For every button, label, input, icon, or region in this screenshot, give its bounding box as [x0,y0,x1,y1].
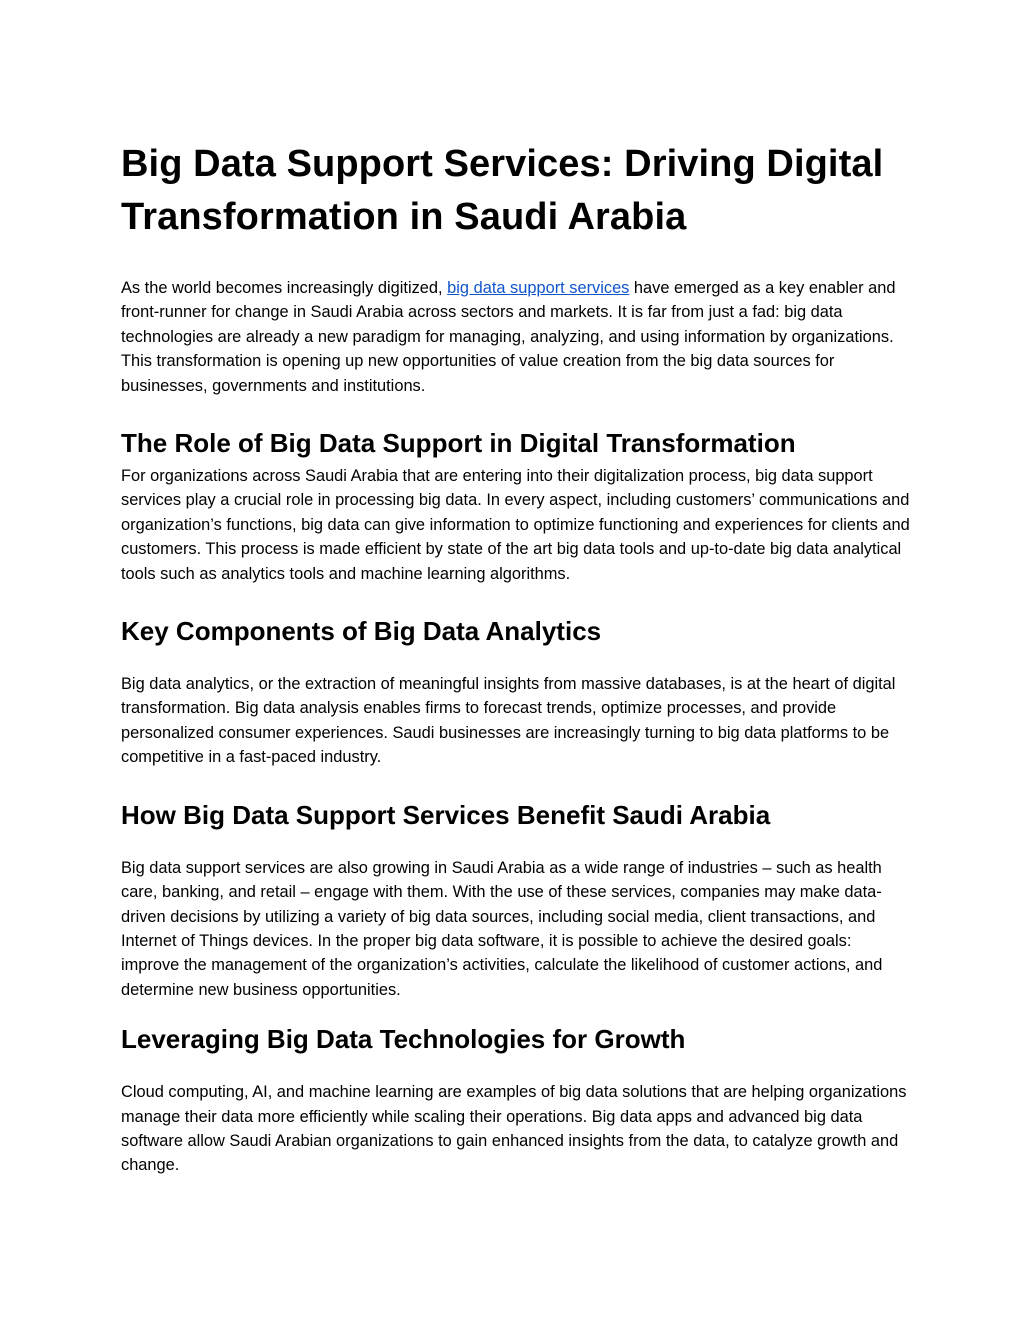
intro-text-after-link: have emerged as a key enabler and front-runner for change in Saudi Arabia across sectors and markets. It is far from just a fad: big data technologies are already a new paradigm for managing, analyzing, and using information by organizations. This transformation is opening up new opportunities of value creation from the big data sources for businesses, governments and institutions. [121,279,896,395]
section-heading-key-components: Key Components of Big Data Analytics [121,616,602,647]
section-body-leveraging: Cloud computing, AI, and machine learning are examples of big data solutions that are helping organizations manage their data more efficiently while scaling their operations. Big data apps and advanced big data software allow Saudi Arabian organizations to gain enhanced insights from the data, to catalyze growth and change. [121,1083,907,1175]
page-title: Big Data Support Services: Driving Digital Transformation in Saudi Arabia [121,143,884,238]
section-body-role: For organizations across Saudi Arabia that are entering into their digitalization process, big data support services play a crucial role in processing big data. In every aspect, including customers’ communications and organization’s functions, big data can give information to optimize functioning and experiences for clients and customers. This process is made efficient by state of the art big data tools and up-to-date big data analytical tools such as analytics tools and machine learning algorithms. [121,467,910,583]
document-page [121,138,911,1178]
big-data-support-services-link[interactable]: big data support services [447,279,630,297]
section-heading-role: The Role of Big Data Support in Digital Transformation [121,428,796,459]
intro-text-before-link: As the world becomes increasingly digitized, [121,279,448,297]
section-body-key-components: Big data analytics, or the extraction of meaningful insights from massive databases, is at the heart of digital transformation. Big data analysis enables firms to forecast trends, optimize processes, and provide personalized consumer experiences. Saudi businesses are increasingly turning to big data platforms to be competitive in a fast-paced industry. [121,675,896,767]
intro-paragraph [121,276,911,398]
section-body-benefits: Big data support services are also growing in Saudi Arabia as a wide range of industries – such as health care, banking, and retail – engage with them. With the use of these services, companies may make data-driven decisions by utilizing a variety of big data sources, including social media, client transactions, and Internet of Things devices. In the proper big data software, it is possible to achieve the desired goals: improve the management of the organization’s activities, calculate the likelihood of customer actions, and determine new business opportunities. [121,858,883,999]
section-heading-benefits: How Big Data Support Services Benefit Saudi Arabia [121,799,771,830]
section-heading-leveraging: Leveraging Big Data Technologies for Growth [121,1024,686,1055]
